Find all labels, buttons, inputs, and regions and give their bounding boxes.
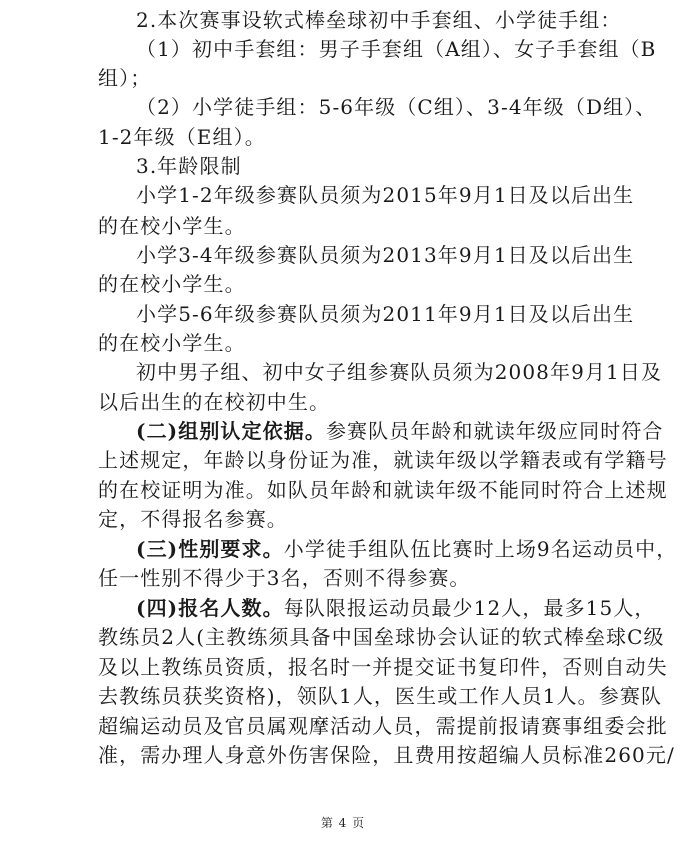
paragraph-line: 组）； bbox=[98, 66, 152, 90]
paragraph-line: 上述规定，年龄以身份证为准，就读年级以学籍表或有学籍号 bbox=[98, 448, 668, 472]
paragraph-line: 及以上教练员资质，报名时一并提交证书复印件，否则自动失 bbox=[98, 655, 668, 679]
paragraph-line: 定，不得报名参赛。 bbox=[98, 507, 288, 531]
section-text-grouping: 参赛队员年龄和就读年级应同时符合 bbox=[325, 419, 664, 443]
gender-line bbox=[136, 535, 677, 563]
section-text-registration: 每队限报运动员最少12人，最多15人， bbox=[283, 596, 656, 620]
paragraph-line: 小学3-4年级参赛队员须为2013年9月1日及以后出生 bbox=[136, 243, 635, 267]
paragraph-line: 任一性别不得少于3名，否则不得参赛。 bbox=[98, 566, 471, 590]
grouping-line bbox=[136, 417, 664, 445]
paragraph-line: 小学5-6年级参赛队员须为2011年9月1日及以后出生 bbox=[136, 302, 635, 326]
paragraph-line: 以后出生的在校初中生。 bbox=[98, 390, 331, 414]
paragraph-line: 小学1-2年级参赛队员须为2015年9月1日及以后出生 bbox=[136, 183, 635, 207]
paragraph-line: 初中男子组、初中女子组参赛队员须为2008年9月1日及 bbox=[136, 360, 663, 384]
paragraph-line: 超编运动员及官员属观摩活动人员，需提前报请赛事组委会批 bbox=[98, 714, 668, 738]
paragraph-line: 的在校证明为准。如队员年龄和就读年级不能同时符合上述规 bbox=[98, 478, 668, 502]
section-heading-gender: (三)性别要求。 bbox=[136, 537, 284, 561]
section-heading-grouping: (二)组别认定依据。 bbox=[136, 419, 326, 443]
paragraph-line: 的在校小学生。 bbox=[98, 214, 246, 238]
paragraph-line: 准，需办理人身意外伤害保险，且费用按超编人员标准260元/ bbox=[98, 743, 675, 767]
paragraph-line: 3.年龄限制 bbox=[136, 154, 242, 178]
paragraph-line: 1-2年级（E组）。 bbox=[98, 125, 266, 149]
paragraph-line: （1）初中手套组：男子手套组（A组）、女子手套组（B bbox=[136, 37, 657, 61]
paragraph-line: 2.本次赛事设软式棒垒球初中手套组、小学徒手组： bbox=[136, 8, 622, 32]
paragraph-line: 的在校小学生。 bbox=[98, 272, 246, 296]
paragraph-line: 的在校小学生。 bbox=[98, 331, 246, 355]
paragraph-line: （2）小学徒手组：5-6年级（C组）、3-4年级（D组）、 bbox=[136, 95, 657, 119]
registration-line bbox=[136, 594, 656, 622]
page-number: 第 4 页 bbox=[320, 816, 366, 830]
paragraph-line: 去教练员获奖资格)，领队1人，医生或工作人员1人。参赛队 bbox=[98, 684, 663, 708]
section-heading-registration: (四)报名人数。 bbox=[136, 596, 284, 620]
section-text-gender: 小学徒手组队伍比赛时上场9名运动员中， bbox=[283, 537, 678, 561]
paragraph-line: 教练员2人(主教练须具备中国垒球协会认证的软式棒垒球C级 bbox=[98, 625, 665, 649]
